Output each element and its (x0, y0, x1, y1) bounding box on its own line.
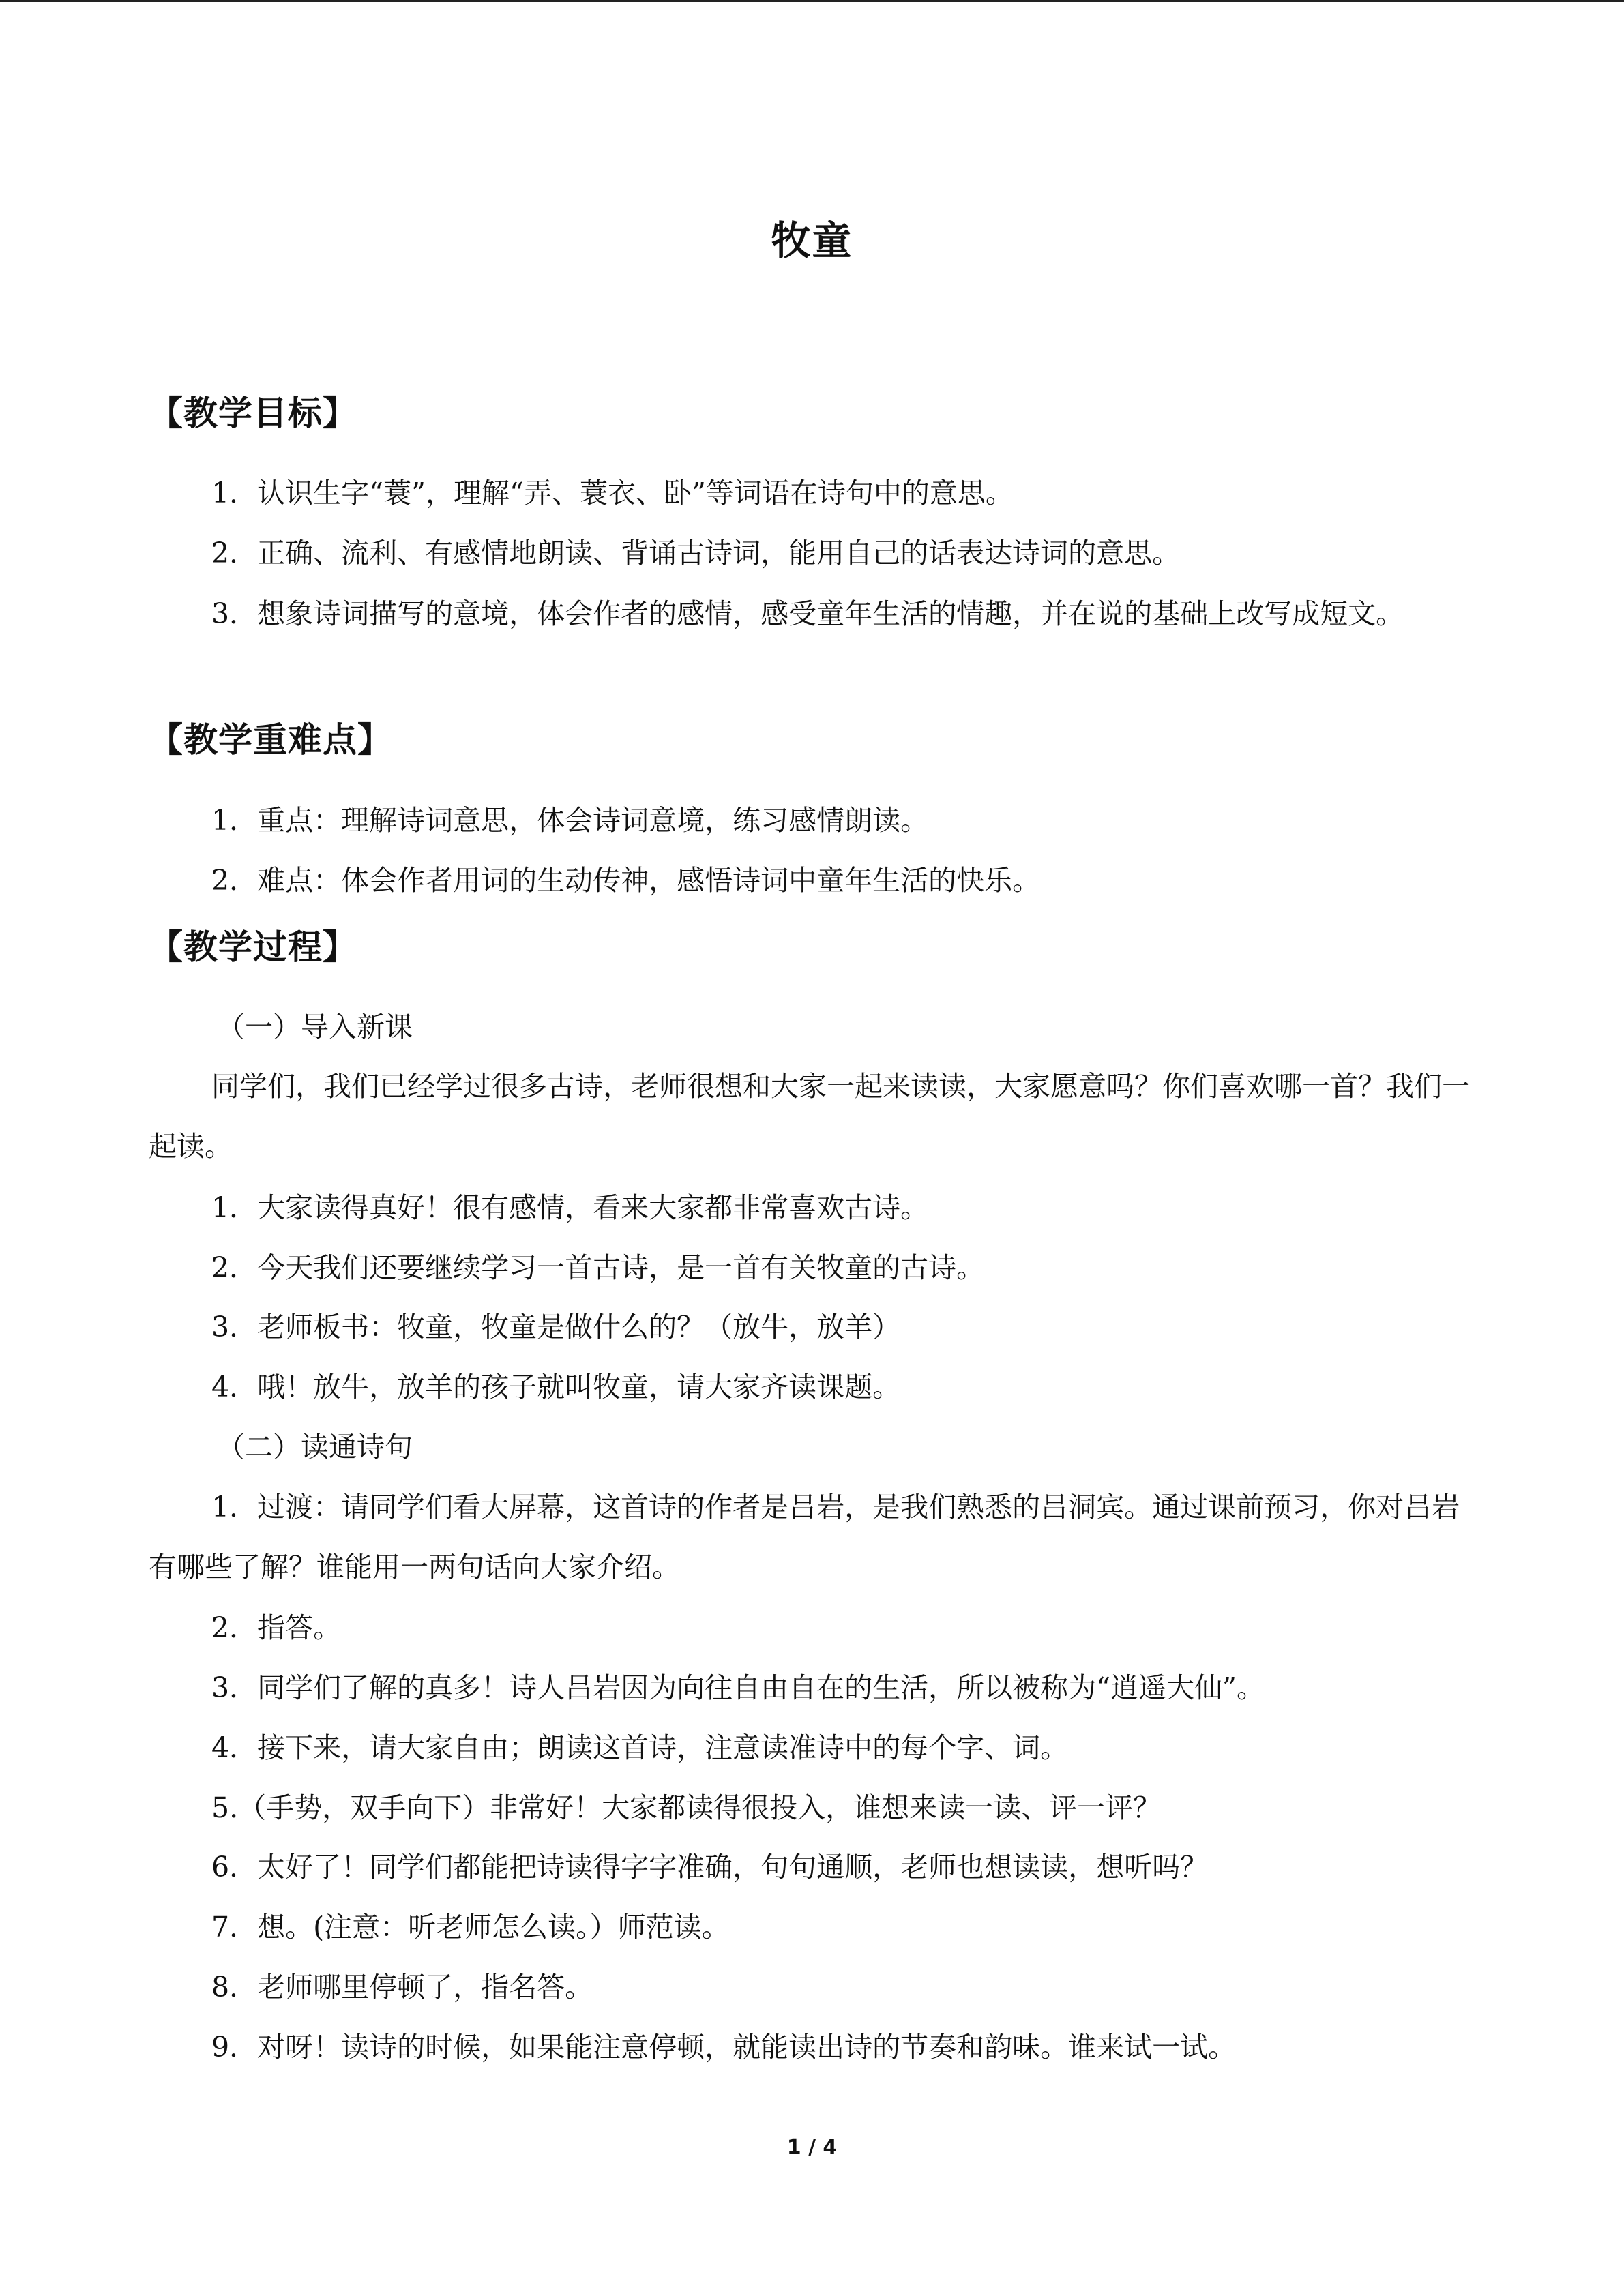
heading-key-points: 【教学重难点】 (149, 720, 392, 760)
objective-item-1: 1．认识生字“蓑”，理解“弄、蓑衣、卧”等词语在诗句中的意思。 (211, 477, 1014, 509)
process-part1-item-1: 1．大家读得真好！很有感情，看来大家都非常喜欢古诗。 (211, 1191, 929, 1224)
objective-item-2: 2．正确、流利、有感情地朗读、背诵古诗词，能用自己的话表达诗词的意思。 (211, 537, 1181, 569)
process-part2-item-2: 2．指答。 (211, 1611, 342, 1644)
heading-teaching-objectives: 【教学目标】 (149, 393, 357, 433)
top-border-line (0, 0, 1624, 2)
process-part2-item-7: 7．想。(注意：听老师怎么读。）师范读。 (211, 1911, 730, 1943)
subheading-read-poem: （二）读通诗句 (217, 1431, 413, 1463)
process-part1-item-3: 3．老师板书：牧童，牧童是做什么的？（放牛，放羊） (211, 1311, 901, 1343)
process-part2-item-9: 9．对呀！读诗的时候，如果能注意停顿，就能读出诗的节奏和韵味。谁来试一试。 (211, 2031, 1237, 2063)
process-part1-item-2: 2．今天我们还要继续学习一首古诗，是一首有关牧童的古诗。 (211, 1251, 985, 1284)
key-point-item-1: 1．重点：理解诗词意思，体会诗词意境，练习感情朗读。 (211, 804, 929, 837)
objective-item-3: 3．想象诗词描写的意境，体会作者的感情，感受童年生活的情趣，并在说的基础上改写成短文。 (211, 597, 1404, 630)
process-part2-item-5: 5.（手势，双手向下）非常好！大家都读得很投入，谁想来读一读、评一评？ (211, 1791, 1162, 1824)
document-title: 牧童 (771, 218, 853, 264)
process-part2-item-6: 6．太好了！同学们都能把诗读得字字准确，句句通顺，老师也想读读，想听吗？ (211, 1851, 1209, 1883)
process-part2-item-3: 3．同学们了解的真多！诗人吕岩因为向往自由自在的生活，所以被称为“逍遥大仙”。 (211, 1671, 1265, 1704)
subheading-introduce-lesson: （一）导入新课 (217, 1011, 413, 1043)
page-number: 1 / 4 (786, 2136, 838, 2160)
key-point-item-2: 2．难点：体会作者用词的生动传神，感悟诗词中童年生活的快乐。 (211, 864, 1041, 897)
process-part2-item-1: 1．过渡：请同学们看大屏幕，这首诗的作者是吕岩，是我们熟悉的吕洞宾。通过课前预习，你对吕岩有哪些了解？谁能用一两句话向大家介绍。 (149, 1491, 1460, 1583)
heading-teaching-process: 【教学过程】 (149, 927, 357, 967)
intro-paragraph: 同学们，我们已经学过很多古诗，老师很想和大家一起来读读，大家愿意吗？你们喜欢哪一首？我们一起读。 (149, 1070, 1470, 1163)
process-part2-item-4: 4．接下来，请大家自由；朗读这首诗，注意读准诗中的每个字、词。 (211, 1731, 1069, 1764)
process-part2-item-8: 8．老师哪里停顿了，指名答。 (211, 1971, 593, 2003)
process-part1-item-4: 4．哦！放牛，放羊的孩子就叫牧童，请大家齐读课题。 (211, 1371, 901, 1403)
